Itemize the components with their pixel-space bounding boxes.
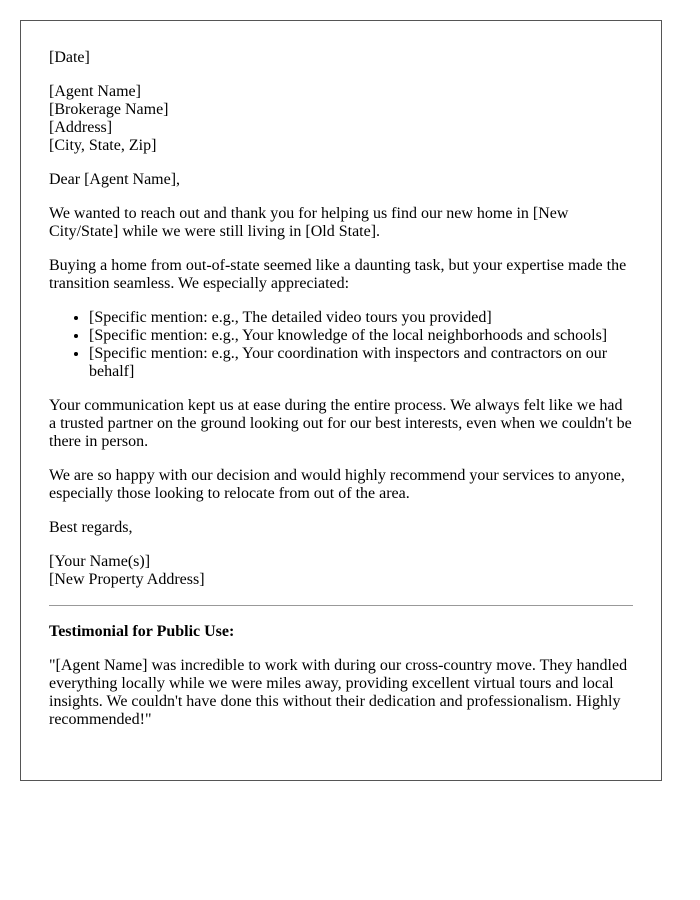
list-item: • [Specific mention: e.g., The detailed video tours you provided] xyxy=(89,309,633,327)
paragraph: We wanted to reach out and thank you for helping us find our new home in [New City/State] while we were still living in [Old State]. xyxy=(49,205,569,240)
appreciation-list xyxy=(49,309,633,381)
recipient-address: [Address] xyxy=(49,119,113,136)
testimonial-heading: Testimonial for Public Use: xyxy=(49,623,235,640)
divider xyxy=(49,605,633,606)
recipient-block xyxy=(49,83,633,155)
closing: Best regards, xyxy=(49,519,133,536)
recipient-name: [Agent Name] xyxy=(49,83,141,100)
list-item: • [Specific mention: e.g., Your coordination with inspectors and contractors on our behalf] xyxy=(89,345,633,381)
signature-block xyxy=(49,553,633,589)
paragraph: Buying a home from out-of-state seemed like a daunting task, but your expertise made the transition seamless. We especially appreciated: xyxy=(49,257,627,292)
recipient-brokerage: [Brokerage Name] xyxy=(49,101,169,118)
signature-property: [New Property Address] xyxy=(49,571,205,588)
testimonial-quote: "[Agent Name] was incredible to work with during our cross-country move. They handled everything locally while we were miles away, providing excellent virtual tours and local insights. We couldn't have done this without their dedication and professionalism. Highly recommended!" xyxy=(49,657,628,728)
list-item: • [Specific mention: e.g., Your knowledge of the local neighborhoods and schools] xyxy=(89,327,633,345)
date: [Date] xyxy=(49,49,90,66)
signature-name: [Your Name(s)] xyxy=(49,553,151,570)
salutation: Dear [Agent Name], xyxy=(49,171,181,188)
recipient-city-state-zip: [City, State, Zip] xyxy=(49,137,157,154)
paragraph: We are so happy with our decision and would highly recommend your services to anyone, especially those looking to relocate from out of the area. xyxy=(49,467,625,502)
letter xyxy=(20,20,662,781)
paragraph: Your communication kept us at ease during the entire process. We always felt like we had a trusted partner on the ground looking out for our best interests, even when we couldn't be there in person. xyxy=(49,397,632,450)
